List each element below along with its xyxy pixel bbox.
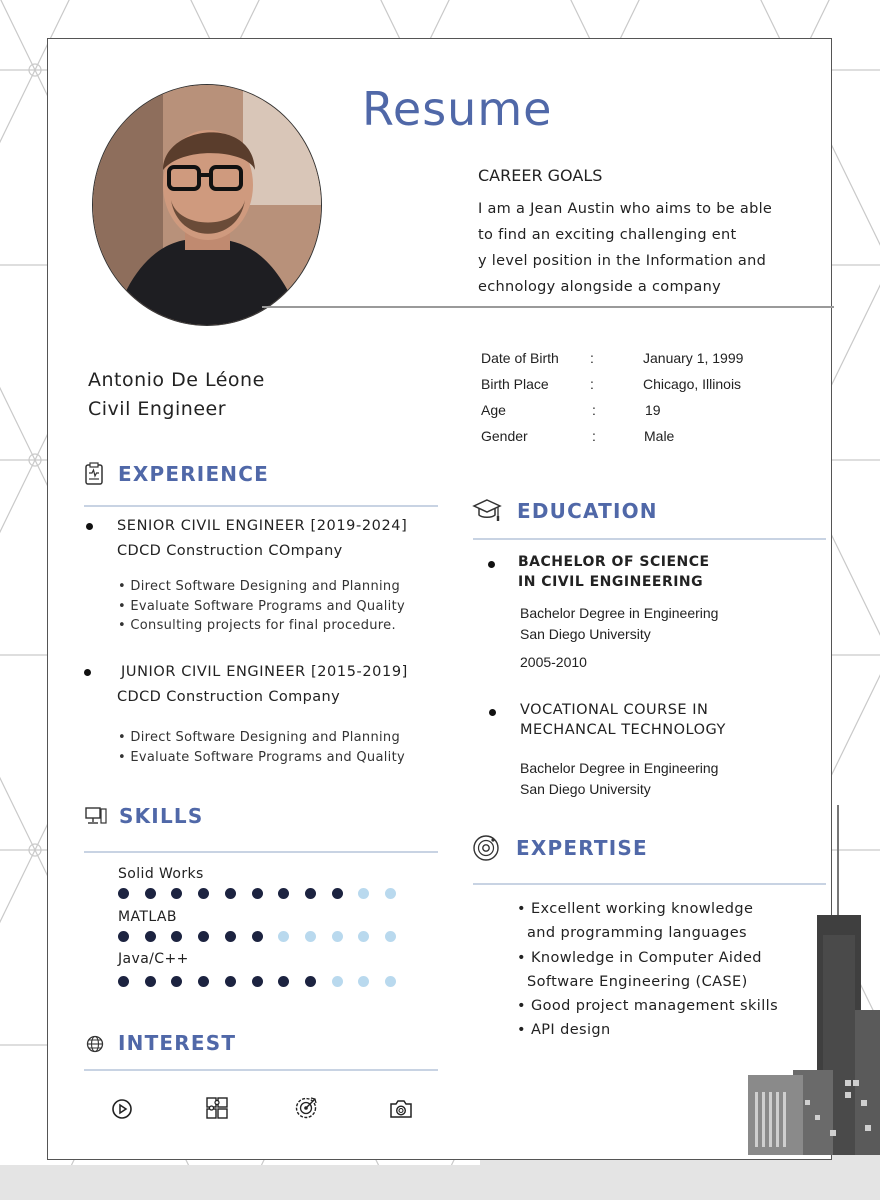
skill-dot-filled: [118, 931, 129, 942]
skill-dot-filled: [252, 976, 263, 987]
expertise-item: Software Engineering (CASE): [527, 973, 748, 990]
bullet-dot: [489, 709, 496, 716]
expertise-item: • Knowledge in Computer Aided: [517, 949, 762, 966]
skill-dot-filled: [252, 931, 263, 942]
camera-icon: [389, 1098, 413, 1120]
page-title: Resume: [362, 82, 553, 136]
bullet-dot: [86, 523, 93, 530]
globe-icon: [86, 1035, 104, 1053]
expertise-divider: [473, 883, 826, 885]
skill-dot-empty: [305, 931, 316, 942]
career-goals-heading: CAREER GOALS: [478, 166, 603, 185]
job-company: CDCD Construction COmpany: [117, 543, 343, 559]
skill-dot-filled: [332, 888, 343, 899]
expertise-item: and programming languages: [527, 925, 748, 942]
graduation-cap-icon: [472, 497, 502, 525]
clipboard-icon: [84, 462, 104, 486]
skill-dot-filled: [225, 976, 236, 987]
expertise-item: • Excellent working knowledge: [517, 901, 754, 917]
person-name: Antonio De Léone: [88, 369, 265, 391]
skill-dot-filled: [118, 888, 129, 899]
expertise-list: [517, 897, 778, 1043]
skill-dot-filled: [118, 976, 129, 987]
expertise-item: • Good project management skills: [517, 998, 779, 1015]
expertise-item: • API design: [517, 1022, 611, 1039]
skill-dot-filled: [225, 888, 236, 899]
education-years: 2005-2010: [520, 654, 587, 670]
skills-divider: [84, 851, 438, 853]
education-details: Bachelor Degree in Engineering San Diego University: [520, 605, 719, 642]
skill-name: Solid Works: [118, 866, 204, 882]
experience-divider: [84, 505, 438, 507]
skill-dot-filled: [145, 931, 156, 942]
job-duties: • Direct Software Designing and Planning • Evaluate Software Programs and Quality • Consulting projects for final procedure.: [118, 579, 405, 633]
skill-dot-filled: [305, 976, 316, 987]
skill-dot-filled: [305, 888, 316, 899]
computer-icon: [85, 806, 107, 826]
education-title: BACHELOR OF SCIENCE IN CIVIL ENGINEERING: [518, 554, 710, 590]
bullet-dot: [84, 669, 91, 676]
skill-dot-empty: [385, 931, 396, 942]
expertise-heading: EXPERTISE: [516, 836, 648, 860]
education-details: Bachelor Degree in Engineering San Diego University: [520, 760, 719, 797]
orbit-icon: [472, 834, 500, 862]
skill-dot-filled: [145, 888, 156, 899]
education-title: VOCATIONAL COURSE IN MECHANCAL TECHNOLOGY: [520, 702, 726, 738]
skill-name: Java/C++: [118, 951, 189, 967]
interest-divider: [84, 1069, 438, 1071]
skill-name: MATLAB: [118, 909, 177, 925]
education-divider: [473, 538, 826, 540]
target-icon: [294, 1096, 318, 1120]
skill-dot-empty: [385, 888, 396, 899]
skill-dot-filled: [145, 976, 156, 987]
skill-dot-empty: [385, 976, 396, 987]
experience-heading: EXPERIENCE: [118, 462, 269, 486]
skills-heading: SKILLS: [119, 804, 204, 828]
skill-dot-empty: [332, 976, 343, 987]
play-icon: [111, 1098, 133, 1120]
career-goals-text: I am a Jean Austin who aims to be able to find an exciting challenging ent y level position in the Information and echnology alongside a company: [478, 201, 773, 295]
job-company: CDCD Construction Company: [117, 689, 341, 705]
bullet-dot: [488, 561, 495, 568]
skill-dot-filled: [252, 888, 263, 899]
person-name-block: [88, 366, 265, 424]
header-divider: [262, 306, 834, 308]
education-heading: EDUCATION: [517, 499, 658, 523]
job-title: SENIOR CIVIL ENGINEER [2019-2024]: [117, 518, 408, 534]
job-title: JUNIOR CIVIL ENGINEER [2015-2019]: [121, 664, 408, 680]
skill-dot-filled: [225, 931, 236, 942]
interest-heading: INTEREST: [118, 1031, 237, 1055]
job-duties: • Direct Software Designing and Planning • Evaluate Software Programs and Quality: [118, 730, 405, 765]
profile-photo: [92, 84, 322, 326]
puzzle-icon: [205, 1096, 229, 1120]
skill-dot-empty: [332, 931, 343, 942]
person-role: Civil Engineer: [88, 398, 227, 420]
